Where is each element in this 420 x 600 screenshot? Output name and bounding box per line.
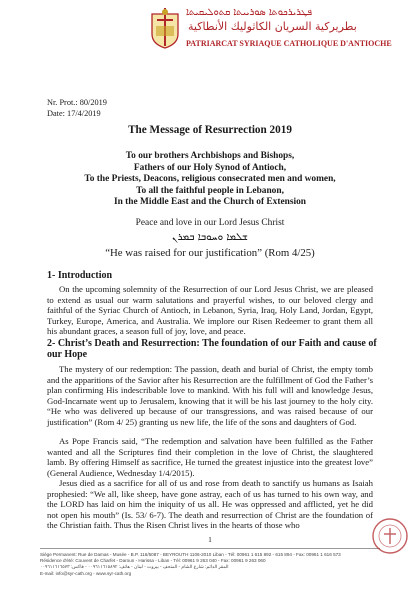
protocol-number: Nr. Prot.: 80/2019 [47, 98, 107, 107]
address-line: To our brothers Archbishops and Bishops, [125, 151, 295, 161]
footer-line: Résidence d'été: Couvent de Charfet - Daroun - Harissa - Liban - Tél: 00961 9 263 040 - Fax: 00961 9 263 060 [40, 558, 266, 564]
section-heading-introduction: 1- Introduction [47, 270, 113, 281]
footer-line: المقر الدائم: شارع الشام - المتحف - بيروت - لبنان - هاتف: ٠٠٩٦١١٦١٥٨٩٢ - فاكس: ٠٠٩٦١١٦١٦٥٧٣ [40, 564, 229, 570]
greeting-syriac: ܫܠܡܐ ܘܚܘܒܐ ܒܡܪܢ [172, 232, 248, 243]
syriac-title: ܦܛܪܝܪܟܘܬܐ ܣܘܪܝܝܬܐ ܩܬܘܠܝܩܝܬܐ [186, 7, 313, 18]
document-date: Date: 17/4/2019 [47, 108, 101, 118]
arabic-title: بطريركية السريان الكاثوليك الأنطاكية [188, 20, 357, 33]
address-line: In the Middle East and the Church of Extension [113, 197, 307, 208]
footer-line: E-mail: info@syr-cath.org - www.syr-cath.org [40, 570, 132, 576]
address-line: Fathers of our Holy Synod of Antioch, [133, 162, 287, 173]
official-stamp-icon [370, 516, 410, 556]
page-title: The Message of Resurrection 2019 [128, 124, 292, 136]
page-number: 1 [208, 535, 212, 544]
introduction-paragraph: On the upcoming solemnity of the Resurrection of our Lord Jesus Christ, we are pleased to extend as usual our warm salutations and prayerful wishes, to our beloved clergy and faithful of the Syriac Church of Antioch, in Lebanon, Syria, Iraq, Holy Land, Jordan, Egypt, Turkey, Europe, America, and Australia. We implore our Risen Redeemer to grant them all his abundant graces, a season full of joy, love, and peace. [47, 284, 373, 337]
document-meta [47, 98, 107, 119]
footer-divider [40, 548, 380, 549]
footer [40, 552, 380, 577]
christ-paragraph-1: The mystery of our redemption: The passion, death and burial of Christ, the empty tomb and the apparitions of the Savior after his Resurrection are the fulfillment of God the Father’s plan confirming His indescribable love to mankind. With his full will and knowledge Jesus, God-Incarnate went up to Jerusalem, knowing that it will be his last journey to the holy city. “He who was delivered up because of our transgressions, and was raised because of our justification” (Rom 4/ 25) granting us new life, the life of the sons and daughters of God. [47, 364, 373, 427]
scripture-quote: “He was raised for our justification” (Rom 4/25) [105, 247, 315, 259]
patriarcat-title: PATRIARCAT SYRIAQUE CATHOLIQUE D'ANTIOCHE [186, 39, 392, 48]
christ-paragraph-3: Jesus died as a sacrifice for all of us and rose from death to sanctify us humans as Isaiah prophesied: “We all, like sheep, have gone astray, each of us has turned to his own way, and the LORD has laid on him the iniquity of us all. He was oppressed and afflicted, yet he did not open his mouth” (Is. 53/ 6-7). The death and resurrection of Christ are the foundation of the Christian faith. Thus the Risen Christ lives in the hearts of those who [47, 478, 373, 531]
patriarchal-crest-icon [148, 6, 182, 50]
address-line: To the Priests, Deacons, religious consecrated men and women, [84, 174, 336, 185]
address-line: To all the faithful people in Lebanon, [136, 185, 284, 196]
footer-line: Siège Permanent: Rue de Damas - Musée - B.P. 116/5087 - BEYROUTH 1106-2010 Liban - Tél: 00961 1 615 892 - 615 894 - Fax: 00961 1 616 573 [40, 552, 341, 557]
greeting: Peace and love in our Lord Jesus Christ [135, 218, 285, 228]
address-block [20, 151, 400, 209]
letterhead [0, 0, 420, 62]
section-heading-christ-death-resurrection: 2- Christ’s Death and Resurrection: The foundation of our Faith and cause of our Hope [47, 338, 377, 360]
christ-paragraph-2: As Pope Francis said, “The redemption and salvation have been fulfilled as the Father wanted and all the Scriptures find their completion in the love of Christ, the slaughtered lamb. By offering Himself as sacrifice, He turned the greatest injustice into the greatest love” (General Audience, Wednesday 1/4/2015). [47, 436, 373, 478]
